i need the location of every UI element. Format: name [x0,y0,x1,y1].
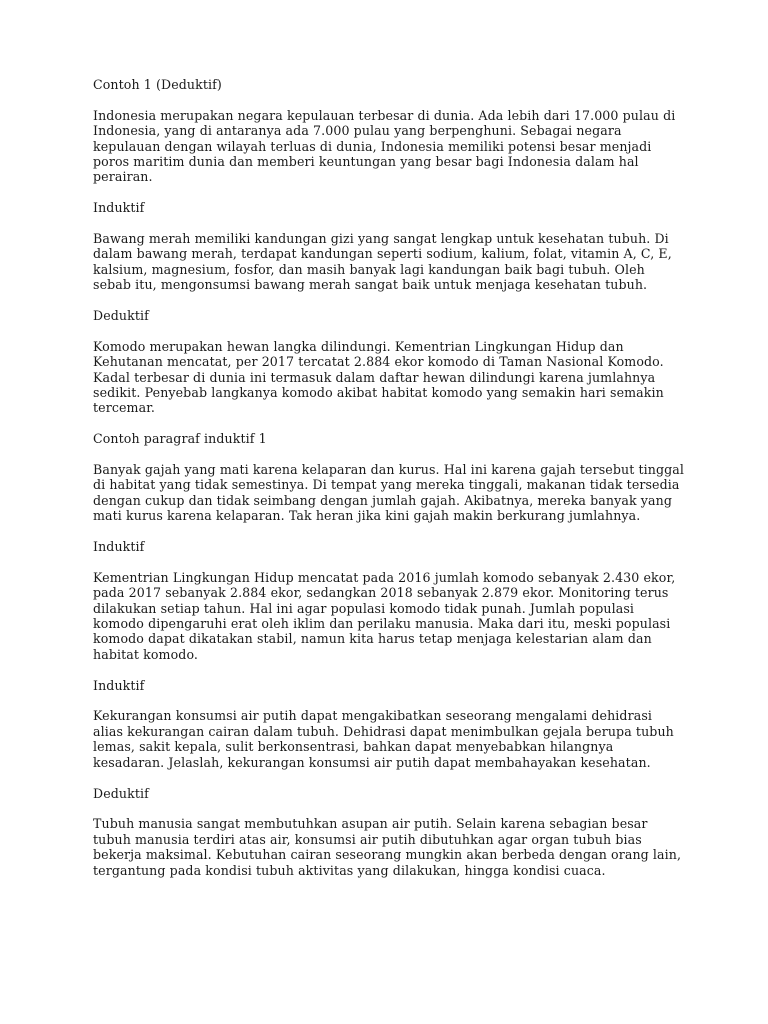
section-heading-deduktif-komodo: Deduktif [93,308,149,324]
section-paragraph-dehidrasi: Kekurangan konsumsi air putih dapat mengakibatkan seseorang mengalami dehidrasi alias kekurangan cairan dalam tubuh. Dehidrasi dapat menimbulkan gejala berupa tubuh lemas, sakit kepala, sulit berkonsentrasi, bahkan dapat menyebabkan hilangnya kesadaran. Jelaslah, kekurangan konsumsi air putih dapat membahayakan kesehatan. [93,708,674,770]
section-heading-induktif-bawang: Induktif [93,200,145,216]
section-paragraph-air-putih: Tubuh manusia sangat membutuhkan asupan air putih. Selain karena sebagian besar tubuh manusia terdiri atas air, konsumsi air putih dibutuhkan agar organ tubuh bias bekerja maksimal. Kebutuhan cairan seseorang mungkin akan berbeda dengan orang lain, tergantung pada kondisi tubuh aktivitas yang dilakukan, hingga kondisi cuaca. [93,816,682,878]
section-heading-contoh-1: Contoh 1 (Deduktif) [93,77,222,92]
section-paragraph-contoh-1: Indonesia merupakan negara kepulauan terbesar di dunia. Ada lebih dari 17.000 pulau di Indonesia, yang di antaranya ada 7.000 pulau yang berpenghuni. Sebagai negara kepulauan dengan wilayah terluas di dunia, Indonesia memiliki potensi besar menjadi poros maritim dunia dan memberi keuntungan yang besar bagi Indonesia dalam hal perairan. [93,107,676,185]
section-heading-contoh-induktif-1: Contoh paragraf induktif 1 [93,431,267,447]
section-heading-deduktif-air: Deduktif [93,785,149,801]
section-heading-induktif-air: Induktif [93,677,145,693]
section-paragraph-gajah: Banyak gajah yang mati karena kelaparan dan kurus. Hal ini karena gajah tersebut tinggal di habitat yang tidak semestinya. Di tempat yang mereka tinggali, makanan tidak tersedia dengan cukup dan tidak seimbang dengan jumlah gajah. Akibatnya, mereka banyak yang mati kurus karena kelaparan. Tak heran jika kini gajah makin berkurang jumlahnya. [93,462,685,524]
section-paragraph-komodo-langka: Komodo merupakan hewan langka dilindungi. Kementrian Lingkungan Hidup dan Kehutanan mencatat, per 2017 tercatat 2.884 ekor komodo di Taman Nasional Komodo. Kadal terbesar di dunia ini termasuk dalam daftar hewan dilindungi karena jumlahnya sedikit. Penyebab langkanya komodo akibat habitat komodo yang semakin hari semakin tercemar. [93,338,664,416]
section-paragraph-populasi-komodo: Kementrian Lingkungan Hidup mencatat pada 2016 jumlah komodo sebanyak 2.430 ekor, pada 2017 sebanyak 2.884 ekor, sedangkan 2018 sebanyak 2.879 ekor. Monitoring terus dilakukan setiap tahun. Hal ini agar populasi komodo tidak punah. Jumlah populasi komodo dipengaruhi erat oleh iklim dan perilaku manusia. Maka dari itu, meski populasi komodo dapat dikatakan stabil, namun kita harus tetap menjaga kelestarian alam dan habitat komodo. [93,569,676,662]
section-heading-induktif-komodo: Induktif [93,539,145,555]
document-page [93,77,685,893]
section-paragraph-bawang-merah: Bawang merah memiliki kandungan gizi yang sangat lengkap untuk kesehatan tubuh. Di dalam bawang merah, terdapat kandungan seperti sodium, kalium, folat, vitamin A, C, E, kalsium, magnesium, fosfor, dan masih banyak lagi kandungan baik bagi tubuh. Oleh sebab itu, mengonsumsi bawang merah sangat baik untuk menjaga kesehatan tubuh. [93,231,672,293]
